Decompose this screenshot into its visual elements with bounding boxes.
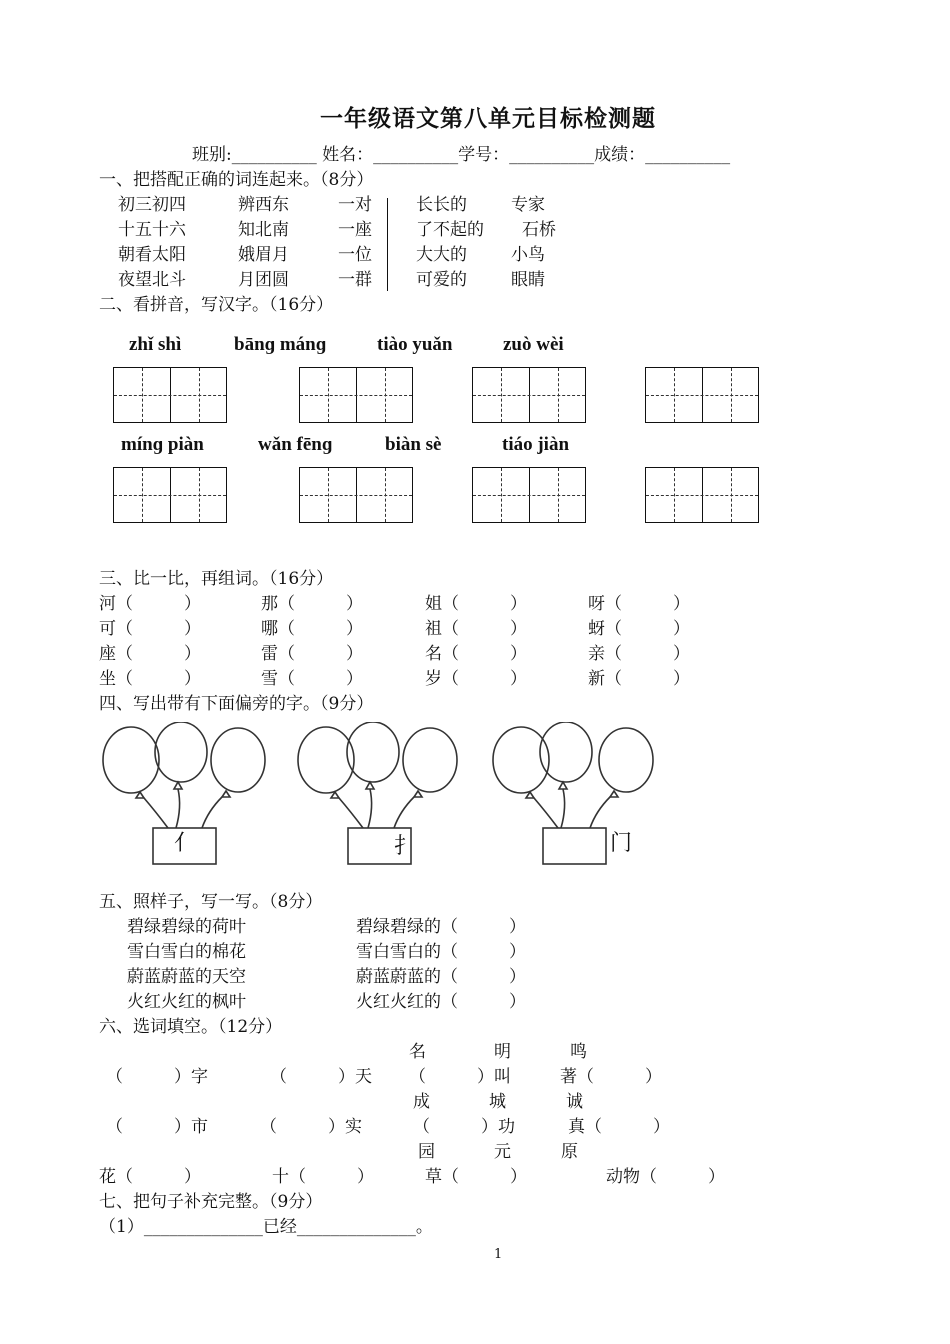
pinyin: wǎn fēnɡ	[258, 434, 333, 455]
example-phrase: 碧绿碧绿的荷叶	[127, 917, 246, 937]
fill-blank: （ ）天	[270, 1067, 372, 1087]
pinyin: mínɡ piàn	[121, 434, 204, 455]
writing-grid[interactable]	[299, 467, 413, 523]
page-title: 一年级语文第八单元目标检测题	[320, 105, 656, 132]
fill-phrase: 火红火红的（ ）	[356, 992, 526, 1012]
compare-item: 座（ ）	[99, 644, 201, 664]
word-option: 成	[413, 1092, 430, 1112]
word: 长长的	[416, 195, 467, 215]
pinyin: tiáo jiàn	[502, 434, 570, 455]
writing-grid[interactable]	[645, 467, 759, 523]
pinyin: zuò wèi	[503, 334, 564, 355]
compare-item: 河（ ）	[99, 594, 201, 614]
fill-blank: 十（ ）	[272, 1167, 374, 1187]
compare-item: 坐（ ）	[99, 669, 201, 689]
writing-grid[interactable]	[645, 367, 759, 423]
divider-line	[387, 198, 388, 291]
word: 娥眉月	[238, 245, 289, 265]
fill-phrase: 雪白雪白的（ ）	[356, 942, 526, 962]
pinyin: bānɡ mánɡ	[234, 334, 327, 355]
word: 一群	[338, 270, 372, 290]
compare-item: 哪（ ）	[261, 619, 363, 639]
compare-item: 那（ ）	[261, 594, 363, 614]
compare-item: 姐（ ）	[425, 594, 527, 614]
word: 知北南	[238, 220, 289, 240]
section-6-heading: 六、选词填空。（12分）	[99, 1017, 283, 1037]
fill-blank: （ ）市	[106, 1117, 208, 1137]
writing-grid[interactable]	[113, 467, 227, 523]
word: 一座	[338, 220, 372, 240]
example-phrase: 蔚蓝蔚蓝的天空	[127, 967, 246, 987]
writing-grid[interactable]	[113, 367, 227, 423]
pinyin: biàn sè	[385, 434, 442, 455]
fill-blank: 草（ ）	[425, 1167, 527, 1187]
fill-blank: 动物（ ）	[606, 1167, 725, 1187]
word: 石桥	[522, 220, 556, 240]
compare-item: 蚜（ ）	[588, 619, 690, 639]
pinyin: tiào yuǎn	[377, 334, 453, 355]
compare-item: 雷（ ）	[261, 644, 363, 664]
compare-item: 祖（ ）	[425, 619, 527, 639]
word: 了不起的	[416, 220, 484, 240]
word-option: 园	[418, 1142, 435, 1162]
radical-label: 扌	[394, 834, 417, 859]
word-option: 鸣	[570, 1042, 587, 1062]
writing-grid[interactable]	[472, 367, 586, 423]
word-option: 名	[409, 1042, 426, 1062]
compare-item: 岁（ ）	[425, 669, 527, 689]
example-phrase: 雪白雪白的棉花	[127, 942, 246, 962]
section-3-heading: 三、比一比，再组词。（16分）	[99, 569, 334, 589]
fill-phrase: 碧绿碧绿的（ ）	[356, 917, 526, 937]
fill-blank: （ ）字	[106, 1067, 208, 1087]
fill-blank: 真（ ）	[568, 1117, 670, 1137]
compare-item: 呀（ ）	[588, 594, 690, 614]
word: 一对	[338, 195, 372, 215]
word-option: 原	[561, 1142, 578, 1162]
word-option: 元	[494, 1142, 511, 1162]
example-phrase: 火红火红的枫叶	[127, 992, 246, 1012]
word: 大大的	[416, 245, 467, 265]
fill-blank: 花（ ）	[99, 1167, 201, 1187]
word: 小鸟	[511, 245, 545, 265]
compare-item: 可（ ）	[99, 619, 201, 639]
word: 初三初四	[118, 195, 186, 215]
fill-blank: （ ）实	[260, 1117, 362, 1137]
word: 一位	[338, 245, 372, 265]
writing-grid[interactable]	[299, 367, 413, 423]
writing-grid[interactable]	[472, 467, 586, 523]
fill-blank: （ ）功	[413, 1117, 515, 1137]
word: 辨西东	[238, 195, 289, 215]
fill-blank: （ ）叫	[409, 1067, 511, 1087]
word-option: 诚	[566, 1092, 583, 1112]
radical-label: 门	[610, 831, 633, 856]
word: 可爱的	[416, 270, 467, 290]
word: 朝看太阳	[118, 245, 186, 265]
word: 月团圆	[238, 270, 289, 290]
fill-blank: 著（ ）	[560, 1067, 662, 1087]
section-7-heading: 七、把句子补充完整。（9分）	[99, 1192, 323, 1212]
pinyin: zhǐ shì	[129, 334, 182, 355]
compare-item: 亲（ ）	[588, 644, 690, 664]
radical-label: 亻	[174, 831, 197, 856]
page-number: 1	[494, 1247, 503, 1262]
compare-item: 名（ ）	[425, 644, 527, 664]
section-4-heading: 四、写出带有下面偏旁的字。（9分）	[99, 694, 374, 714]
word: 十五十六	[118, 220, 186, 240]
section-5-heading: 五、照样子，写一写。（8分）	[99, 892, 323, 912]
word: 专家	[511, 195, 545, 215]
compare-item: 新（ ）	[588, 669, 690, 689]
fill-phrase: 蔚蓝蔚蓝的（ ）	[356, 967, 526, 987]
word: 眼睛	[511, 270, 545, 290]
sentence-completion-line: （1）______________已经______________。	[99, 1217, 433, 1237]
student-info-line: 班别:__________ 姓名：__________学号：__________成绩：__________	[192, 145, 731, 165]
compare-item: 雪（ ）	[261, 669, 363, 689]
section-1-heading: 一、把搭配正确的词连起来。（8分）	[99, 170, 374, 190]
word-option: 明	[494, 1042, 511, 1062]
section-2-heading: 二、看拼音，写汉字。（16分）	[99, 295, 334, 315]
word-option: 城	[489, 1092, 506, 1112]
word: 夜望北斗	[118, 270, 186, 290]
